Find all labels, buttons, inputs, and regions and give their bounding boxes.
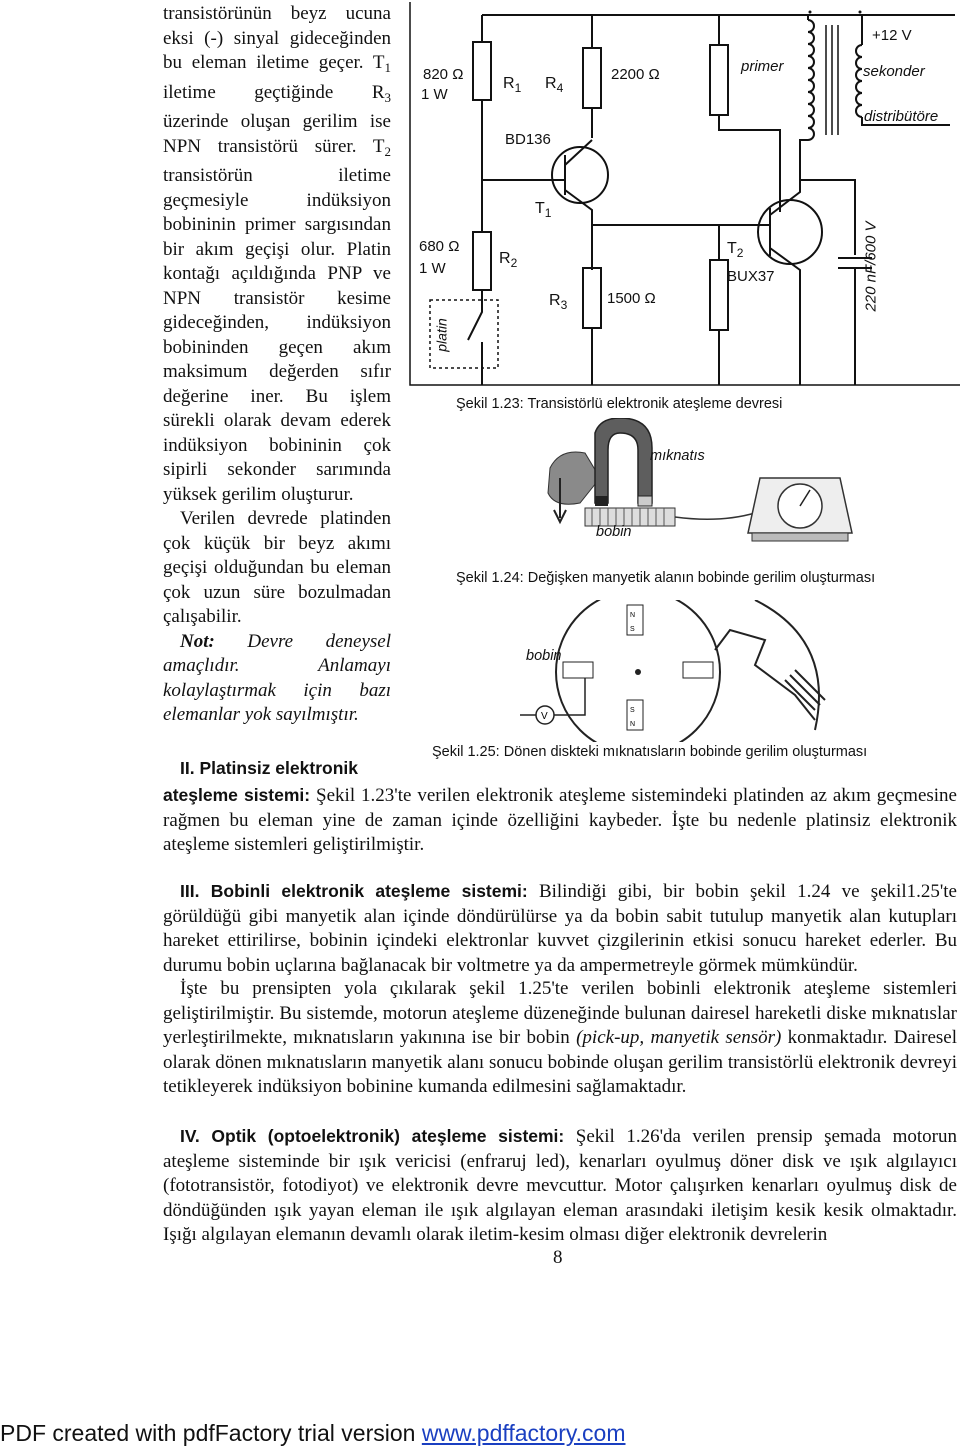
- section-4-paragraph: IV. Optik (optoelektronik) ateşleme sistemi: Şekil 1.26'da verilen prensip şemada motorun ateşleme sisteminde bir ışık vericisi (enfraruj led), kenarları oyulmuş döner disk ve ışık algılayıcı (fototransistör, fotodiyot) ve elektronik devre mevcuttur. Motor çalışırken kenarları oyulmuş disk de döndüğünden ışık yayan eleman ile ışık algılayan eleman arasındaki iletişim kesik kesik olmaktadır. Işığı algılayan elemanın devamlı olarak iletim-kesim olması diğer elektronik devrelerin: [163, 1126, 957, 1245]
- fig125-bobin-label: bobin: [526, 648, 562, 664]
- magnet: [595, 418, 652, 503]
- t2-label: $T_2$: [727, 240, 744, 260]
- r-1500-label: 1500 Ω: [607, 290, 656, 307]
- platin-label: platin: [433, 318, 450, 352]
- figure-1-23-caption: Şekil 1.23: Transistörlü elektronik ateşleme devresi: [456, 396, 783, 412]
- r4-label: $R_4$: [545, 75, 564, 95]
- r1-value-label: 820 Ω: [423, 66, 464, 83]
- bd136-label: BD136: [505, 131, 551, 148]
- left-paragraph-1: transistörünün beyz ucuna eksi (-) sinyal gideceğinden bu eleman iletime geçer. $T_1$ iletime geçtiğinde $R_3$ üzerinde oluşan gerilim ise NPN transistörü sürer. $T_2$ transistörün iletime geçmesiyle indüksiyon bobininin primer sargısından bir akım geçişi olur. Platin kontağı açıldığında PNP ve NPN transistör kesime gideceğinden, indüksiyon bobininden geçen akım maksimum değerden sıfır değerine iner. Bu işlem sürekli olarak devam ederek indüksiyon bobininin çok sipirli sekonder sarımında yüksek gerilim oluşturur.: [163, 3, 391, 505]
- sekonder-label: sekonder: [863, 63, 925, 80]
- r1-power-label: 1 W: [421, 86, 448, 103]
- capacitor-label: 220 nF/600 V: [862, 221, 880, 312]
- capacitor: [800, 180, 872, 385]
- left-paragraph-2: Verilen devrede platinden çok küçük bir beyz akımı geçişi olduğundan bu eleman çok uzun süre bozulmadan çalışabilir.: [163, 508, 391, 627]
- r1-label: $R_1$: [503, 75, 522, 95]
- magnet-left: [563, 662, 593, 678]
- supply-label: +12 V: [872, 27, 912, 44]
- distributore-label: distribütöre: [864, 108, 939, 125]
- section-3-paragraph-2: İşte bu prensipten yola çıkılarak şekil 1.25'te verilen bobinli elektronik ateşleme sistemleri geliştirilmiştir. Bu sistemde, motorun ateşleme düzeneğinde bulunan dairesel hareketli diske mıknatıslar yerleştirilmekte, mıknatısların yakınına ise bir bobin (pick-up, manyetik sensör) konmaktadır. Dairesel olarak dönen mıknatısların manyetik alanı sonucu bobinde oluşan gerilim transistörlü elektronik devreyi tetikleyerek indüksiyon bobinine kumanda edilmesini sağlamaktadır.: [163, 978, 957, 1097]
- r3-label: $R_3$: [549, 292, 568, 312]
- note: Not: Devre deneysel amaçlıdır. Anlamayı kolaylaştırmak için bazı elemanlar yok sayılmıştır.: [163, 630, 391, 725]
- miknatis-label: mıknatıs: [650, 448, 705, 464]
- fig124-bobin-label: bobin: [596, 524, 632, 540]
- hand: [548, 452, 600, 504]
- figure-1-24-caption: Şekil 1.24: Değişken manyetik alanın bobinde gerilim oluşturması: [456, 570, 876, 586]
- r2-resistor: [473, 232, 491, 290]
- pdffactory-link[interactable]: www.pdffactory.com: [421, 1420, 626, 1446]
- sekonder-coil: [856, 45, 862, 117]
- bux37-label: BUX37: [727, 268, 775, 285]
- figure-1-25-illustration: [515, 600, 845, 742]
- section-3-paragraph-1: III. Bobinli elektronik ateşleme sistemi: Bilindiği gibi, bir bobin şekil 1.24 ve şekil1.25'te görüldüğü gibi manyetik alan içinde döndürülürse ya da bobin sabit tutulup manyetik alan kutupları hareket ettirilirse, bobinin içindeki elektronlar kuvvet çizgilerinin etkisi sonucu hareket ederler. Bu durumu bobin uçlarına bağlanacak bir voltmetre ya da ampermetreyle görmek mümkündür.: [163, 881, 957, 976]
- r-2200-resistor: [710, 45, 728, 115]
- primer-coil: [808, 20, 814, 140]
- r2-label: $R_2$: [499, 250, 518, 270]
- primer-label: primer: [741, 58, 784, 75]
- pole-n-bottom: N: [630, 721, 636, 728]
- voltmeter-label: V: [541, 711, 548, 722]
- t1-label: $T_1$: [535, 200, 552, 220]
- pdf-footer: PDF created with pdfFactory trial version www.pdffactory.com: [0, 1420, 626, 1446]
- section-2-paragraph: ateşleme sistemi: Şekil 1.23'te verilen elektronik ateşleme sistemindeki platinden az akım geçmesine rağmen bu eleman yine de zaman içinde özelliğini kaybeder. İşte bu nedenle platinsiz elektronik ateşleme sistemleri geliştirilmiştir.: [163, 785, 957, 855]
- section-2-heading: II. Platinsiz elektronik: [180, 758, 358, 778]
- left-column: [163, 2, 391, 728]
- r4-resistor: [583, 48, 601, 108]
- r1-resistor: [473, 42, 491, 100]
- figure-1-25-caption: Şekil 1.25: Dönen diskteki mıknatısların bobinde gerilim oluşturması: [432, 744, 868, 760]
- page-number: 8: [553, 1247, 563, 1268]
- disk-edge: [755, 600, 819, 730]
- r3-resistor: [583, 268, 601, 328]
- pole-n-top: N: [630, 612, 636, 619]
- figure-1-24-illustration: [540, 418, 890, 558]
- t2-transistor: [758, 200, 822, 264]
- t1-transistor: [552, 147, 608, 203]
- pole-s-bottom: S: [630, 707, 635, 714]
- r-2200-label: 2200 Ω: [611, 66, 660, 83]
- r2-value-label: 680 Ω: [419, 238, 460, 255]
- pole-s-top: S: [630, 626, 635, 633]
- r2-power-label: 1 W: [419, 260, 446, 277]
- circuit-diagram: [405, 0, 960, 395]
- platin-switch: [468, 300, 482, 385]
- magnet-right: [683, 662, 713, 678]
- r-1500-resistor: [710, 260, 728, 330]
